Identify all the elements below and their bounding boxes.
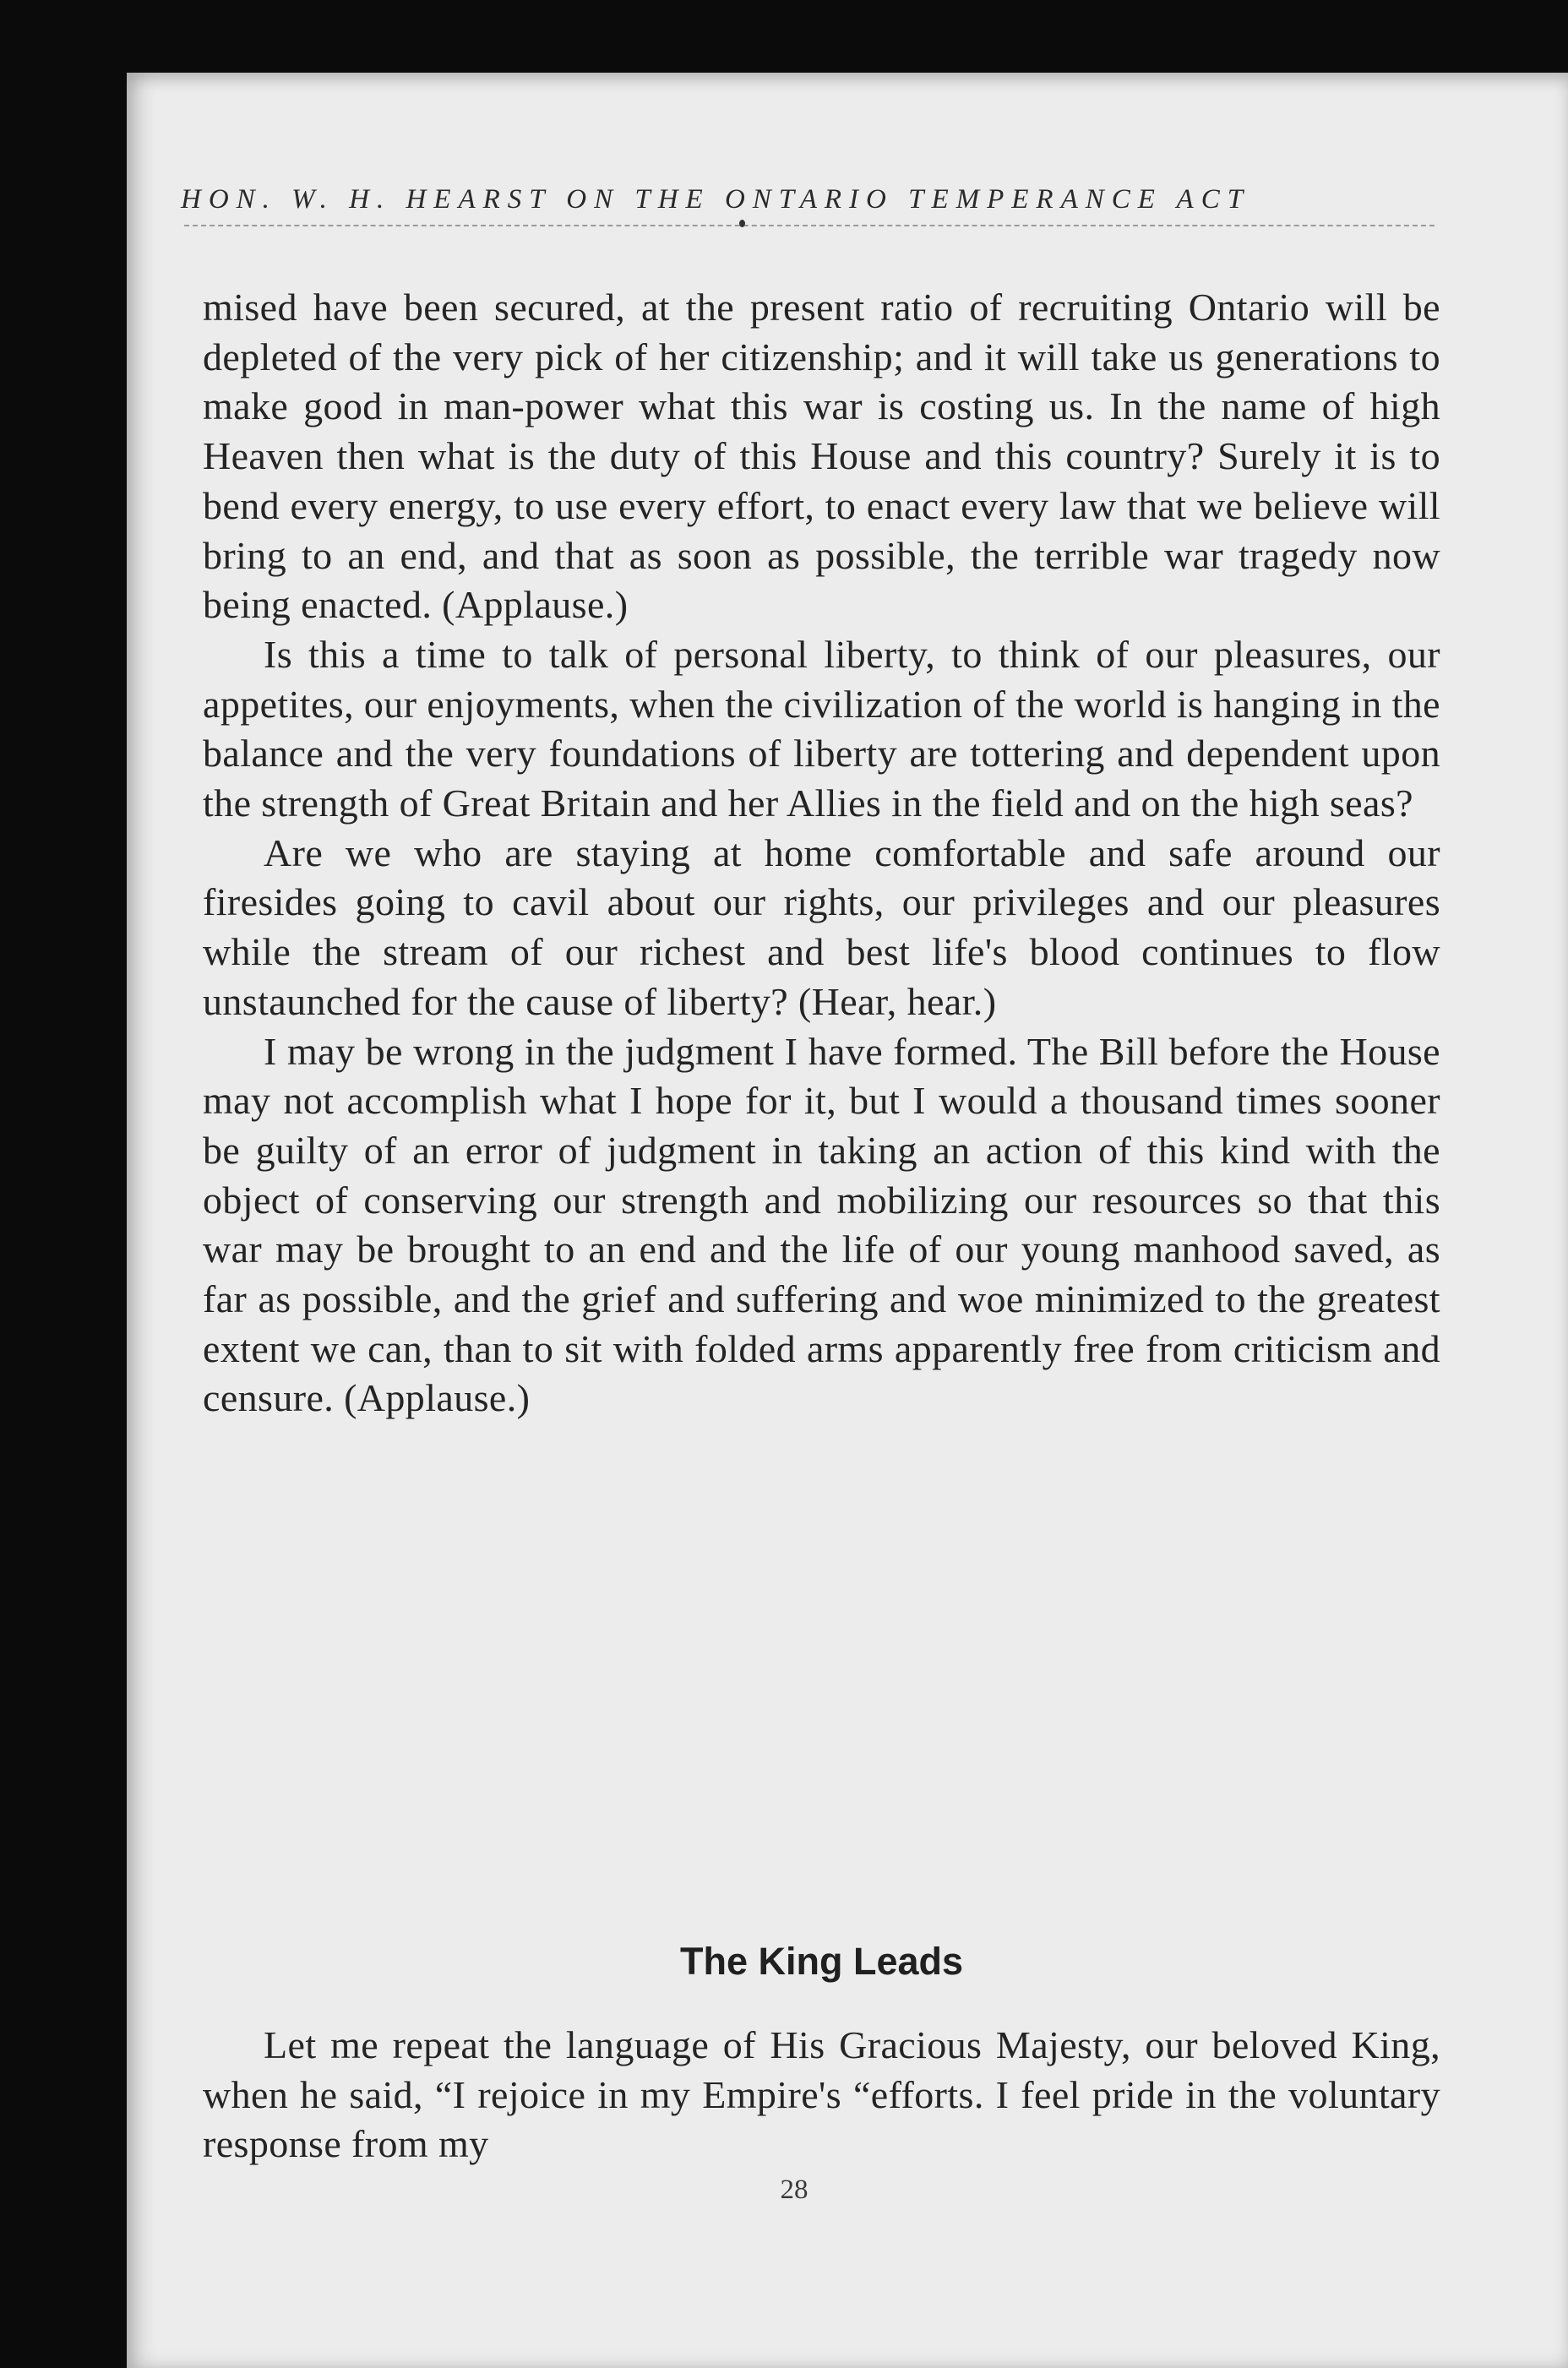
header-rule — [184, 225, 1435, 226]
body-text — [203, 283, 1440, 1424]
page-number: 28 — [780, 2175, 808, 2205]
paragraph: Let me repeat the language of His Gracious Majesty, our beloved King, when he said, “I rejoice in my Empire's “efforts. I feel pride in the voluntary response from my — [203, 2023, 1440, 2166]
running-header: HON. W. H. HEARST ON THE ONTARIO TEMPERANCE ACT — [181, 184, 1251, 215]
paragraph: Are we who are staying at home comfortable and safe around our firesides going to cavil about our rights, our privileges and our pleasures while the stream of our richest and best life's blood continues to flow unstaunched for the cause of liberty? (Hear, hear.) — [203, 830, 1440, 1023]
paragraph: Is this a time to talk of personal liberty, to think of our pleasures, our appetites, our enjoyments, when the civilization of the world is hanging in the balance and the very foundations of liberty are tottering and dependent upon the strength of Great Britain and her Allies in the field and on the high seas? — [203, 632, 1440, 825]
paragraph: I may be wrong in the judgment I have formed. The Bill before the House may not accomplish what I hope for it, but I would a thousand times sooner be guilty of an error of judgment in taking an action of this kind with the object of conserving our strength and mobilizing our resources so that this war may be brought to an end and the life of our young manhood saved, as far as possible, and the grief and suffering and woe minimized to the greatest extent we can, than to sit with folded arms apparently free from criticism and censure. (Applause.) — [203, 1029, 1440, 1420]
paragraph-continuation: mised have been secured, at the present ratio of recruiting Ontario will be depleted of the very pick of her citizenship; and it will take us generations to make good in man-power what this war is costing us. In the name of high Heaven then what is the duty of this House and this country? Surely it is to bend every energy, to use every effort, to enact every law that we believe will bring to an end, and that as soon as possible, the terrible war tragedy now being enacted. (Applause.) — [203, 286, 1440, 627]
section-heading: The King Leads — [679, 1940, 964, 1983]
header-ornament — [739, 220, 745, 227]
section-body — [203, 2021, 1440, 2169]
